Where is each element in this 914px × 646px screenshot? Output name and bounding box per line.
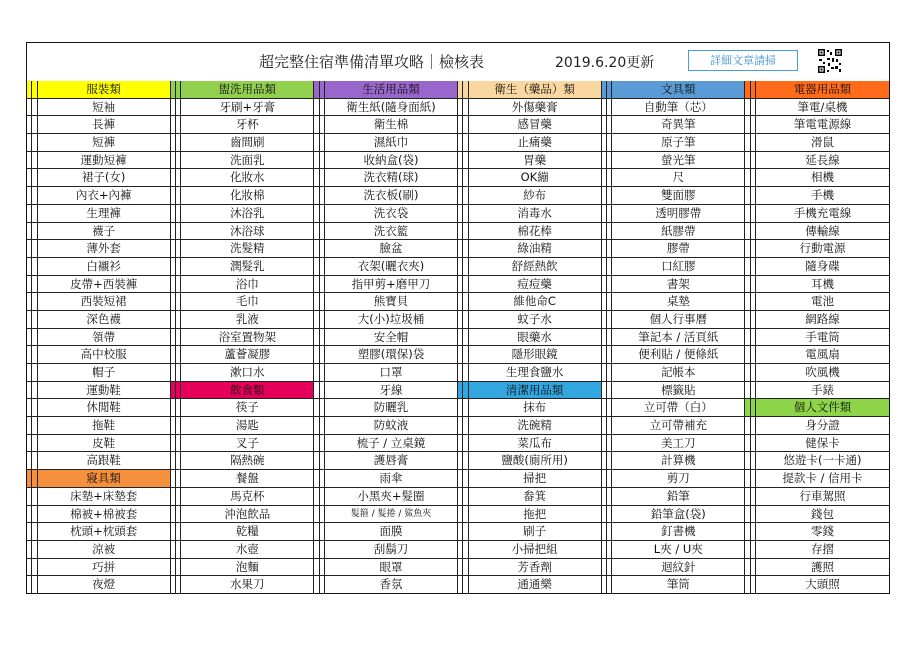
checklist-item: 小掃把組 <box>469 541 602 559</box>
checklist-item: 存摺 <box>756 541 889 559</box>
checklist-item: 維他命C <box>469 293 602 311</box>
checklist-item: 指甲剪+磨甲刀 <box>325 276 458 294</box>
checklist-item: 綠油精 <box>469 240 602 258</box>
checklist-item: 傳輸線 <box>756 223 889 241</box>
checklist-item: 洗碗精 <box>469 417 602 435</box>
checklist-item: 洗衣精(球) <box>325 169 458 187</box>
checklist-item: 大頭照 <box>805 577 840 592</box>
checklist-item: 口紅膠 <box>612 258 745 276</box>
checklist-item: 眼罩 <box>325 559 458 577</box>
checklist-item: 帽子 <box>38 364 171 382</box>
checklist-item: 延長線 <box>756 152 889 170</box>
checklist-item: 髮箍 / 髮捲 / 鯊魚夾 <box>325 506 458 524</box>
checklist-item: 濕紙巾 <box>325 134 458 152</box>
checklist-item: 短袖 <box>38 99 171 117</box>
checklist-item: 隔熱碗 <box>181 452 314 470</box>
checklist-item: 襪子 <box>38 223 171 241</box>
checklist-item: 抹布 <box>469 399 602 417</box>
checklist-item: 生理褲 <box>38 205 171 223</box>
checklist-item: 浴巾 <box>181 276 314 294</box>
checklist-item: 身分證 <box>756 417 889 435</box>
checklist-item: 芳香劑 <box>469 559 602 577</box>
checklist-item: 掃把 <box>469 470 602 488</box>
checklist-item: 高中校服 <box>38 346 171 364</box>
checklist-item: 紙膠帶 <box>612 223 745 241</box>
checklist-item: 生理食鹽水 <box>469 364 602 382</box>
checklist-item: 裙子(女) <box>38 169 171 187</box>
checklist-item: 隨身碟 <box>756 258 889 276</box>
checklist-item: 痘痘藥 <box>469 276 602 294</box>
category-header: 服裝類 <box>38 81 171 99</box>
checklist-item: 刷子 <box>469 523 602 541</box>
checklist-item: 牙刷+牙膏 <box>181 99 314 117</box>
checklist-item: 泡麵 <box>181 559 314 577</box>
category-header: 飲食類 <box>181 382 314 400</box>
checklist-item: 健保卡 <box>756 435 889 453</box>
checklist-item: 枕頭+枕頭套 <box>38 523 171 541</box>
checklist-item: 西裝短裙 <box>38 293 171 311</box>
checklist-item: 運動鞋 <box>38 382 171 400</box>
checklist-item: 沐浴乳 <box>181 205 314 223</box>
checklist-item: 拖把 <box>469 506 602 524</box>
checklist-item: 自動筆（芯） <box>612 99 745 117</box>
checklist-item: 美工刀 <box>612 435 745 453</box>
checklist-item: 深色襪 <box>38 311 171 329</box>
checklist-item: 洗衣籃 <box>325 223 458 241</box>
checklist-item: 吹風機 <box>756 364 889 382</box>
checklist-item: 香氛 <box>325 576 458 594</box>
checklist-item: 畚箕 <box>469 488 602 506</box>
checklist-item: 菜瓜布 <box>469 435 602 453</box>
checklist-item: 手機充電線 <box>756 205 889 223</box>
checklist-item: 領帶 <box>38 329 171 347</box>
checklist-item: 立可帶補充 <box>612 417 745 435</box>
checklist-item: 螢光筆 <box>612 152 745 170</box>
checklist-item: 蘆薈凝膠 <box>181 346 314 364</box>
checklist-item: 感冒藥 <box>469 116 602 134</box>
checklist-item: 立可帶（白） <box>612 399 745 417</box>
qr-code-icon[interactable] <box>818 49 842 73</box>
category-header: 寢具類 <box>38 470 171 488</box>
checklist-item: 外傷藥膏 <box>469 99 602 117</box>
checklist-item: 止痛藥 <box>469 134 602 152</box>
checklist-item: 夜燈 <box>38 576 171 594</box>
checklist-item: 涼被 <box>38 541 171 559</box>
checklist-item: 悠遊卡(一卡通) <box>756 452 889 470</box>
checklist-item: 小黑夾+髮圈 <box>325 488 458 506</box>
category-header: 電器用品類 <box>756 81 889 99</box>
checklist-grid <box>27 81 889 594</box>
category-header: 個人文件類 <box>756 399 889 417</box>
checklist-item: 臉盆 <box>325 240 458 258</box>
checklist-item: 雙面膠 <box>612 187 745 205</box>
checklist-item: 胃藥 <box>469 152 602 170</box>
checklist-item: 短褲 <box>38 134 171 152</box>
checklist-item: 潤髮乳 <box>181 258 314 276</box>
checklist-item: 水壺 <box>181 541 314 559</box>
checklist-item: 拖鞋 <box>38 417 171 435</box>
checklist-item: 水果刀 <box>181 576 314 594</box>
checklist-item: 網路線 <box>756 311 889 329</box>
checklist-item: 錢包 <box>756 506 889 524</box>
checklist-item: 毛巾 <box>181 293 314 311</box>
checklist-item: 護照 <box>756 559 889 577</box>
checklist-item: 便利貼 / 便條紙 <box>612 346 745 364</box>
checklist-item: 面膜 <box>325 523 458 541</box>
checklist-item: 眼藥水 <box>469 329 602 347</box>
category-header: 清潔用品類 <box>469 382 602 400</box>
checklist-item: 記帳本 <box>612 364 745 382</box>
checklist-item: 衛生棉 <box>325 116 458 134</box>
checklist-sheet <box>26 42 890 594</box>
checklist-item: 棉花棒 <box>469 223 602 241</box>
checklist-item: 乾糧 <box>181 523 314 541</box>
checklist-item: 筆電電源線 <box>756 116 889 134</box>
checklist-item: 原子筆 <box>612 134 745 152</box>
checklist-item: 標籤貼 <box>612 382 745 400</box>
category-header: 文具類 <box>612 81 745 99</box>
checklist-item: 筆筒 <box>612 576 745 594</box>
checklist-item: 剪刀 <box>612 470 745 488</box>
checklist-item: 熊寶貝 <box>325 293 458 311</box>
checklist-item: 洗衣板(刷) <box>325 187 458 205</box>
checklist-item: 筆記本 / 活頁紙 <box>612 329 745 347</box>
checklist-item: 手機 <box>756 187 889 205</box>
checklist-item: 叉子 <box>181 435 314 453</box>
checklist-item: 巧拼 <box>38 559 171 577</box>
checklist-item: 雨傘 <box>325 470 458 488</box>
checklist-item: 皮鞋 <box>38 435 171 453</box>
checklist-item: 大(小)垃圾桶 <box>325 311 458 329</box>
checklist-item: 乳液 <box>181 311 314 329</box>
checklist-item: 電風扇 <box>756 346 889 364</box>
checklist-item: 鹽酸(廁所用) <box>469 452 602 470</box>
checklist-item: 蚊子水 <box>469 311 602 329</box>
checklist-item: 鉛筆 <box>612 488 745 506</box>
checklist-item: 防曬乳 <box>325 399 458 417</box>
checklist-item: 棉被+棉被套 <box>38 506 171 524</box>
checklist-item: 內衣+內褲 <box>38 187 171 205</box>
checklist-item: 鉛筆盒(袋) <box>612 506 745 524</box>
checklist-item: 薄外套 <box>38 240 171 258</box>
detail-article-button[interactable]: 詳細文章請掃 <box>688 50 798 71</box>
checklist-item: 休閒鞋 <box>38 399 171 417</box>
checklist-item: 通通樂 <box>469 576 602 594</box>
update-date: 2019.6.20更新 <box>555 55 655 71</box>
checklist-item: 尺 <box>612 169 745 187</box>
checklist-item: 滑鼠 <box>756 134 889 152</box>
category-header: 衛生（藥品）類 <box>469 81 602 99</box>
category-header: 生活用品類 <box>325 81 458 99</box>
checklist-item: 沐浴球 <box>181 223 314 241</box>
checklist-item: 筆電/桌機 <box>756 99 889 117</box>
checklist-item: OK繃 <box>469 169 602 187</box>
checklist-item: 護唇膏 <box>325 452 458 470</box>
checklist-item: 耳機 <box>756 276 889 294</box>
checklist-item: 化妝水 <box>181 169 314 187</box>
checklist-item: 馬克杯 <box>181 488 314 506</box>
checklist-item: 漱口水 <box>181 364 314 382</box>
checklist-item: 膠帶 <box>612 240 745 258</box>
checklist-item: 牙線 <box>325 382 458 400</box>
checklist-item: 刮鬍刀 <box>325 541 458 559</box>
checklist-item: 隱形眼鏡 <box>469 346 602 364</box>
checklist-item: 皮帶+西裝褲 <box>38 276 171 294</box>
checklist-item: 書架 <box>612 276 745 294</box>
checklist-item: 化妝棉 <box>181 187 314 205</box>
checklist-item: 洗面乳 <box>181 152 314 170</box>
checklist-item: 零錢 <box>756 523 889 541</box>
checklist-item: 收納盒(袋) <box>325 152 458 170</box>
checklist-item: 餐盤 <box>181 470 314 488</box>
checklist-item: 沖泡飲品 <box>181 506 314 524</box>
checklist-item: 行車駕照 <box>756 488 889 506</box>
checklist-item: 釘書機 <box>612 523 745 541</box>
checklist-item: 桌墊 <box>612 293 745 311</box>
checklist-item: 行動電源 <box>756 240 889 258</box>
checklist-item: 防蚊液 <box>325 417 458 435</box>
checklist-item: 洗衣袋 <box>325 205 458 223</box>
checklist-item: 個人行事曆 <box>612 311 745 329</box>
checklist-item: 湯匙 <box>181 417 314 435</box>
checklist-item: 透明膠帶 <box>612 205 745 223</box>
checklist-item: 高跟鞋 <box>38 452 171 470</box>
checklist-item: 洗髮精 <box>181 240 314 258</box>
checklist-item: 衛生紙(隨身面紙) <box>325 99 458 117</box>
page-title: 超完整住宿準備清單攻略｜檢核表 <box>259 53 485 71</box>
checklist-item: 手錶 <box>756 382 889 400</box>
checklist-item: 衣架(曬衣夾) <box>325 258 458 276</box>
checklist-item: L夾 / U夾 <box>612 541 745 559</box>
checklist-item: 白襯衫 <box>38 258 171 276</box>
category-header: 盥洗用品類 <box>181 81 314 99</box>
checklist-item: 牙杯 <box>181 116 314 134</box>
checklist-item: 手電筒 <box>756 329 889 347</box>
checklist-item: 電池 <box>756 293 889 311</box>
checklist-item: 齒間刷 <box>181 134 314 152</box>
checklist-item: 運動短褲 <box>38 152 171 170</box>
checklist-item: 奇異筆 <box>612 116 745 134</box>
checklist-item: 梳子 / 立桌鏡 <box>325 435 458 453</box>
checklist-item: 安全帽 <box>325 329 458 347</box>
checklist-item: 計算機 <box>612 452 745 470</box>
checklist-item: 相機 <box>756 169 889 187</box>
checklist-item: 消毒水 <box>469 205 602 223</box>
checklist-item: 紗布 <box>469 187 602 205</box>
checklist-item: 迴紋針 <box>612 559 745 577</box>
checklist-item: 浴室置物架 <box>181 329 314 347</box>
title-row <box>27 43 889 82</box>
checklist-item: 床墊+床墊套 <box>38 488 171 506</box>
checklist-item: 提款卡 / 信用卡 <box>756 470 889 488</box>
checklist-item: 筷子 <box>181 399 314 417</box>
checklist-item: 舒經熱飲 <box>469 258 602 276</box>
checklist-item: 口罩 <box>325 364 458 382</box>
checklist-item: 塑膠(環保)袋 <box>325 346 458 364</box>
checklist-item: 長褲 <box>38 116 171 134</box>
